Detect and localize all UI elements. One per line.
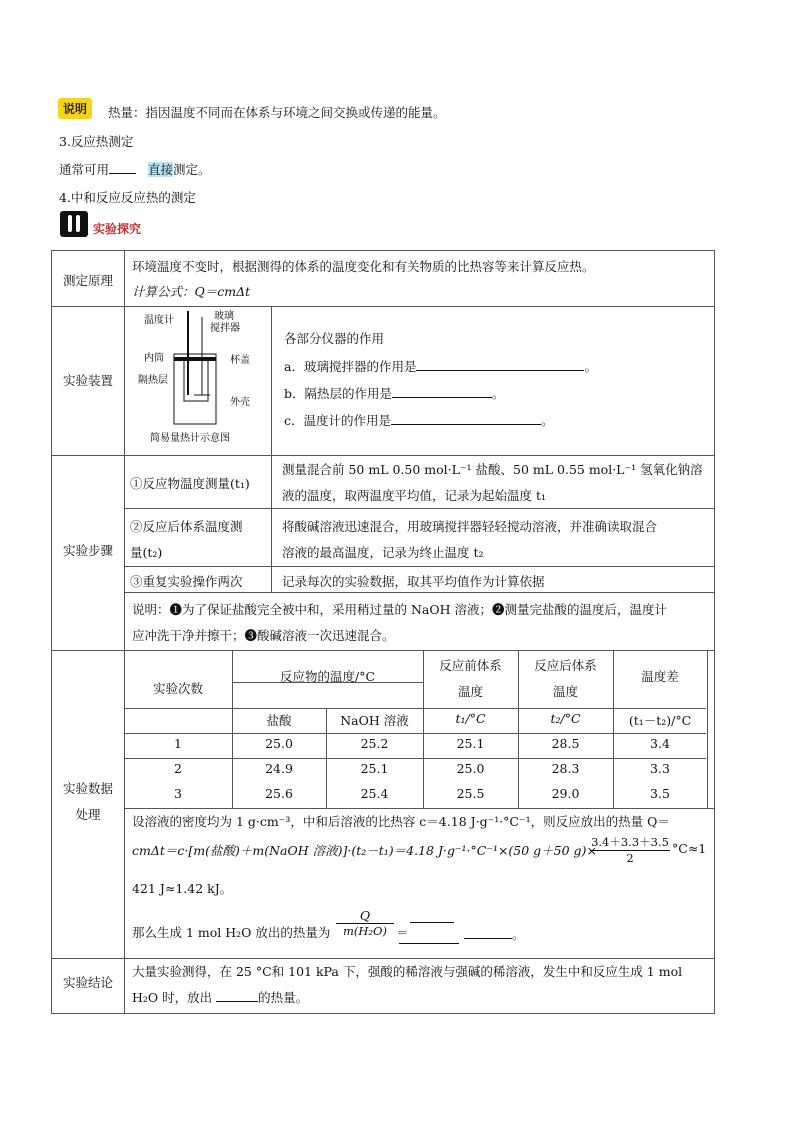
data-cell: 1 (174, 736, 182, 751)
data-cell: 25.0 (265, 736, 293, 751)
lab-icon (60, 211, 88, 237)
data-cell: 24.9 (265, 761, 293, 776)
data-cell: 25.1 (360, 761, 389, 776)
step-1: ①反应物温度测量(t₁) (130, 476, 250, 491)
svg-text:隔热层: 隔热层 (138, 375, 168, 386)
calc-line-4: 那么生成 1 mol H₂O 放出的热量为 (132, 925, 331, 940)
principle-text: 环境温度不变时，根据测得的体系的温度变化和有关物质的比热容等来计算反应热。 (132, 259, 595, 274)
svg-text:温度计: 温度计 (144, 315, 174, 326)
apparatus-a: a．玻璃搅拌器的作用是 。 (284, 359, 597, 374)
principle-label: 测定原理 (62, 273, 113, 288)
data-cell: 28.3 (551, 761, 580, 776)
measure-sentence: 通常可用 直接测定。 (59, 162, 211, 177)
data-cell: 25.2 (360, 736, 389, 751)
calc-line-1: 设溶液的密度均为 1 g·cm⁻³，中和后溶液的比热容 c＝4.18 J·g⁻¹·°C⁻¹，则反应放出的热量 Q＝ (132, 814, 670, 829)
heat-definition: 热量：指因温度不同而在体系与环境之间交换或传递的能量。 (108, 105, 446, 120)
data-cell: 3.3 (650, 761, 670, 776)
conclusion-text: 大量实验测得，在 25 °C和 101 kPa 下，强酸的稀溶液与强碱的稀溶液，发生中和反应生成 1 mol (132, 964, 683, 979)
experiment-title: 实验探究 (93, 222, 142, 236)
data-cell: 3.5 (650, 786, 670, 801)
svg-text:外壳: 外壳 (230, 397, 250, 408)
data-cell: 3.4 (650, 736, 670, 751)
apparatus-label: 实验装置 (62, 373, 113, 388)
step-3: ③重复实验操作两次 (130, 574, 243, 589)
apparatus-c: c．温度计的作用是 。 (284, 413, 554, 428)
experiment-table: 测定原理 环境温度不变时，根据测得的体系的温度变化和有关物质的比热容等来计算反应热。 计算公式：Q＝cmΔt 实验装置 温度计 玻璃 搅拌器 内筒 杯盖 隔热层 外壳 简易量热计示意图 各部分仪器的作用 a．玻璃搅拌器的作用是 。 b．隔热层的作用是 。 c．温度计的作用是 。 实验步骤 ①反应物温度测量(t₁) 测量混合前 50 mL 0.50 mol·L⁻¹ 盐酸、50 mL 0.55 mol·L⁻¹ 氢氧化钠溶 液的温度，取两温度平均值，记录为起始温度 t₁ ②反应后体系温度测 量(t₂) 将酸碱溶液迅速混合，用玻璃搅拌器轻轻搅动溶液，并准确读取混合 溶液的最高温度，记录为终止温度 t₂ ③重复实验操作两次 记录每次的实验数据，取其平均值作为计算依据 说明：❶为了保证盐酸完全被中和，采用稍过量的 NaOH 溶液；❷测量完盐酸的温度后，温度计 应冲洗干净并擦干；❸酸碱溶液一次迅速混合。 实验数据 处理 实验次数 反应物的温度/°C 反应前体系 温度 反应后体系 温度 温度差 盐酸 NaOH 溶液 t₁/°C t₂/°C (t₁－t₂)/°C 1 25.0 25.2 25.1 28.5 3.4 2 24.9 25.1 25.0 28.3 3.3 3 25.6 25.4 25.5 29.0 3.5 设溶液的密度均为 1 g·cm⁻³，中和后溶液的比热容 c＝4.18 J·g⁻¹·°C⁻¹，则反应放出的热量 Q＝ cmΔt＝c·[m(盐酸)＋m(NaOH 溶液)]·(t₂－t₁)＝4.18 J·g⁻¹·°C⁻¹×(50 g＋50 g)× $\frac{3.4+3.3+3.5}{2}$ °C≈1 421 J≈1.42 kJ。 那么生成 1 mol H₂O 放出的热量为 $\frac{Q}{\text{m(H₂O)}}$ ＝ 。 实验结论 大量实验测得，在 25 °C和 101 kPa 下，强酸的稀溶液与强碱的稀溶液，发生中和反应生成 1 mol H₂O 时，放出 的热量。 (51, 250, 715, 1014)
data-label: 实验数据 (62, 781, 113, 796)
conclusion-label: 实验结论 (62, 975, 113, 990)
calorimeter-diagram (130, 309, 270, 451)
svg-text:简易量热计示意图: 简易量热计示意图 (150, 433, 230, 444)
data-cell: 25.1 (456, 736, 485, 751)
formula: 计算公式：Q＝cmΔt (132, 284, 251, 299)
svg-text:杯盖: 杯盖 (230, 355, 250, 366)
section-3-heading: 3.反应热测定 (59, 134, 134, 149)
data-cell: 29.0 (551, 786, 580, 801)
answer-highlight: 直接 (148, 162, 174, 177)
note-badge: 说明 (58, 98, 92, 119)
data-cell: 25.0 (456, 761, 485, 776)
avg-fraction: $\frac{3.4+3.3+3.5}{2}$ (591, 835, 669, 865)
data-cell: 3 (174, 786, 182, 801)
apparatus-b: b．隔热层的作用是 。 (284, 386, 505, 401)
svg-text:玻璃: 玻璃 (214, 311, 234, 322)
data-cell: 25.6 (265, 786, 293, 801)
data-cell: 25.5 (456, 786, 485, 801)
data-cell: 2 (174, 761, 182, 776)
step-2: ②反应后体系温度测 (130, 519, 243, 534)
calc-line-2: cmΔt＝c·[m(盐酸)＋m(NaOH 溶液)]·(t₂－t₁)＝4.18 J·g⁻¹·°C⁻¹×(50 g＋50 g)× (132, 843, 597, 858)
svg-text:内筒: 内筒 (144, 353, 164, 364)
apparatus-heading: 各部分仪器的作用 (284, 331, 385, 346)
steps-label: 实验步骤 (62, 543, 113, 558)
data-cell: 25.4 (360, 786, 389, 801)
svg-text:搅拌器: 搅拌器 (210, 323, 240, 334)
data-cell: 28.5 (551, 736, 580, 751)
section-4-heading: 4.中和反应反应热的测定 (59, 190, 196, 205)
steps-note: 说明：❶为了保证盐酸完全被中和，采用稍过量的 NaOH 溶液；❷测量完盐酸的温度后，温度计 (132, 602, 667, 617)
